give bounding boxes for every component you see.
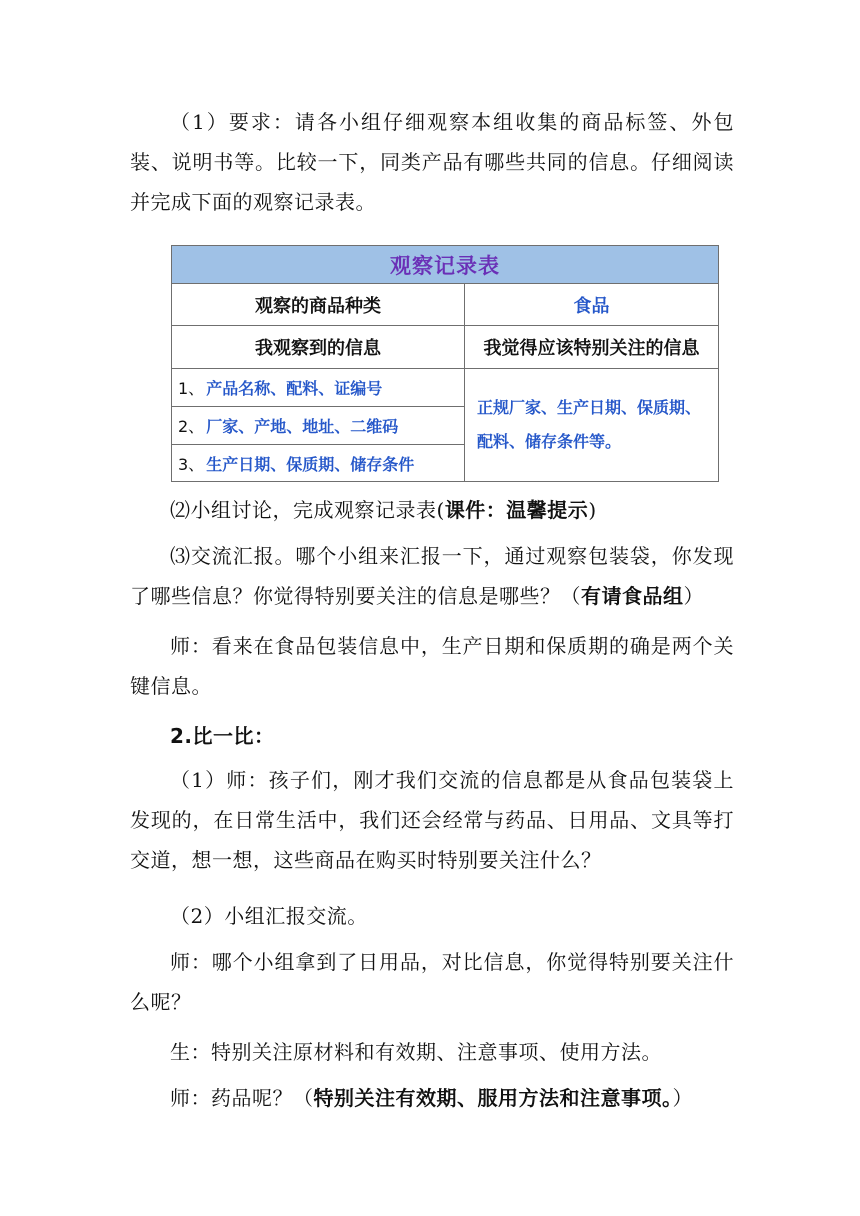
- row-text: 厂家、产地、地址、二维码: [206, 417, 399, 436]
- row-text: 生产日期、保质期、储存条件: [206, 454, 415, 474]
- observed-row: [172, 369, 464, 406]
- section-heading-compare: 2.比一比：: [170, 724, 275, 748]
- paragraph-group-report: （2）小组汇报交流。: [170, 904, 368, 928]
- row-text: 产品名称、配料、证编号: [206, 379, 383, 398]
- paragraph-group-discussion: [130, 490, 734, 530]
- row-number: 3、: [178, 454, 205, 474]
- paragraph-text-end: ): [588, 498, 597, 522]
- paragraph-medicine: [130, 1078, 734, 1118]
- paragraph-text: 师：药品呢？（: [170, 1086, 314, 1110]
- paragraph-text: ⑵小组讨论，完成观察记录表(: [170, 498, 445, 522]
- paragraph-student-answer: 生：特别关注原材料和有效期、注意事项、使用方法。: [170, 1040, 662, 1064]
- observed-row: [172, 445, 464, 481]
- paragraph-text-end: ）: [672, 1086, 693, 1110]
- medicine-note: 特别关注有效期、服用方法和注意事项。: [313, 1086, 673, 1110]
- observation-record-table: [171, 245, 719, 482]
- observed-row: [172, 407, 464, 444]
- courseware-note: 课件：温馨提示: [444, 498, 589, 522]
- food-group-note: 有请食品组: [581, 584, 684, 608]
- paragraph-text: ⑶交流汇报。哪个小组来汇报一下，通过观察包装袋，你发现了哪些信息？你觉得特别要关注的信息是哪些？（: [130, 544, 734, 608]
- paragraph-teacher-question: （1）师：孩子们，刚才我们交流的信息都是从食品包装袋上发现的，在日常生活中，我们还会经常与药品、日用品、文具等打交道，想一想，这些商品在购买时特别要关注什么？: [130, 768, 734, 872]
- attention-info-value: 正规厂家、生产日期、保质期、配料、储存条件等。: [477, 398, 702, 451]
- attention-info-header: 我觉得应该特别关注的信息: [483, 338, 700, 359]
- category-header: 观察的商品种类: [255, 295, 381, 317]
- row-number: 2、: [178, 417, 205, 436]
- paragraph-teacher-summary: 师：看来在食品包装信息中，生产日期和保质期的确是两个关键信息。: [130, 634, 734, 698]
- paragraph-requirement: （1）要求：请各小组仔细观察本组收集的商品标签、外包装、说明书等。比较一下，同类产品有哪些共同的信息。仔细阅读并完成下面的观察记录表。: [130, 110, 734, 214]
- paragraph-report: [130, 536, 734, 616]
- paragraph-daily-goods: 师：哪个小组拿到了日用品，对比信息，你觉得特别要关注什么呢？: [130, 950, 734, 1014]
- category-value: 食品: [573, 295, 610, 317]
- row-number: 1、: [178, 379, 205, 398]
- observed-info-header: 我观察到的信息: [255, 338, 381, 359]
- paragraph-text-end: ）: [683, 584, 704, 608]
- table-title: 观察记录表: [172, 246, 718, 284]
